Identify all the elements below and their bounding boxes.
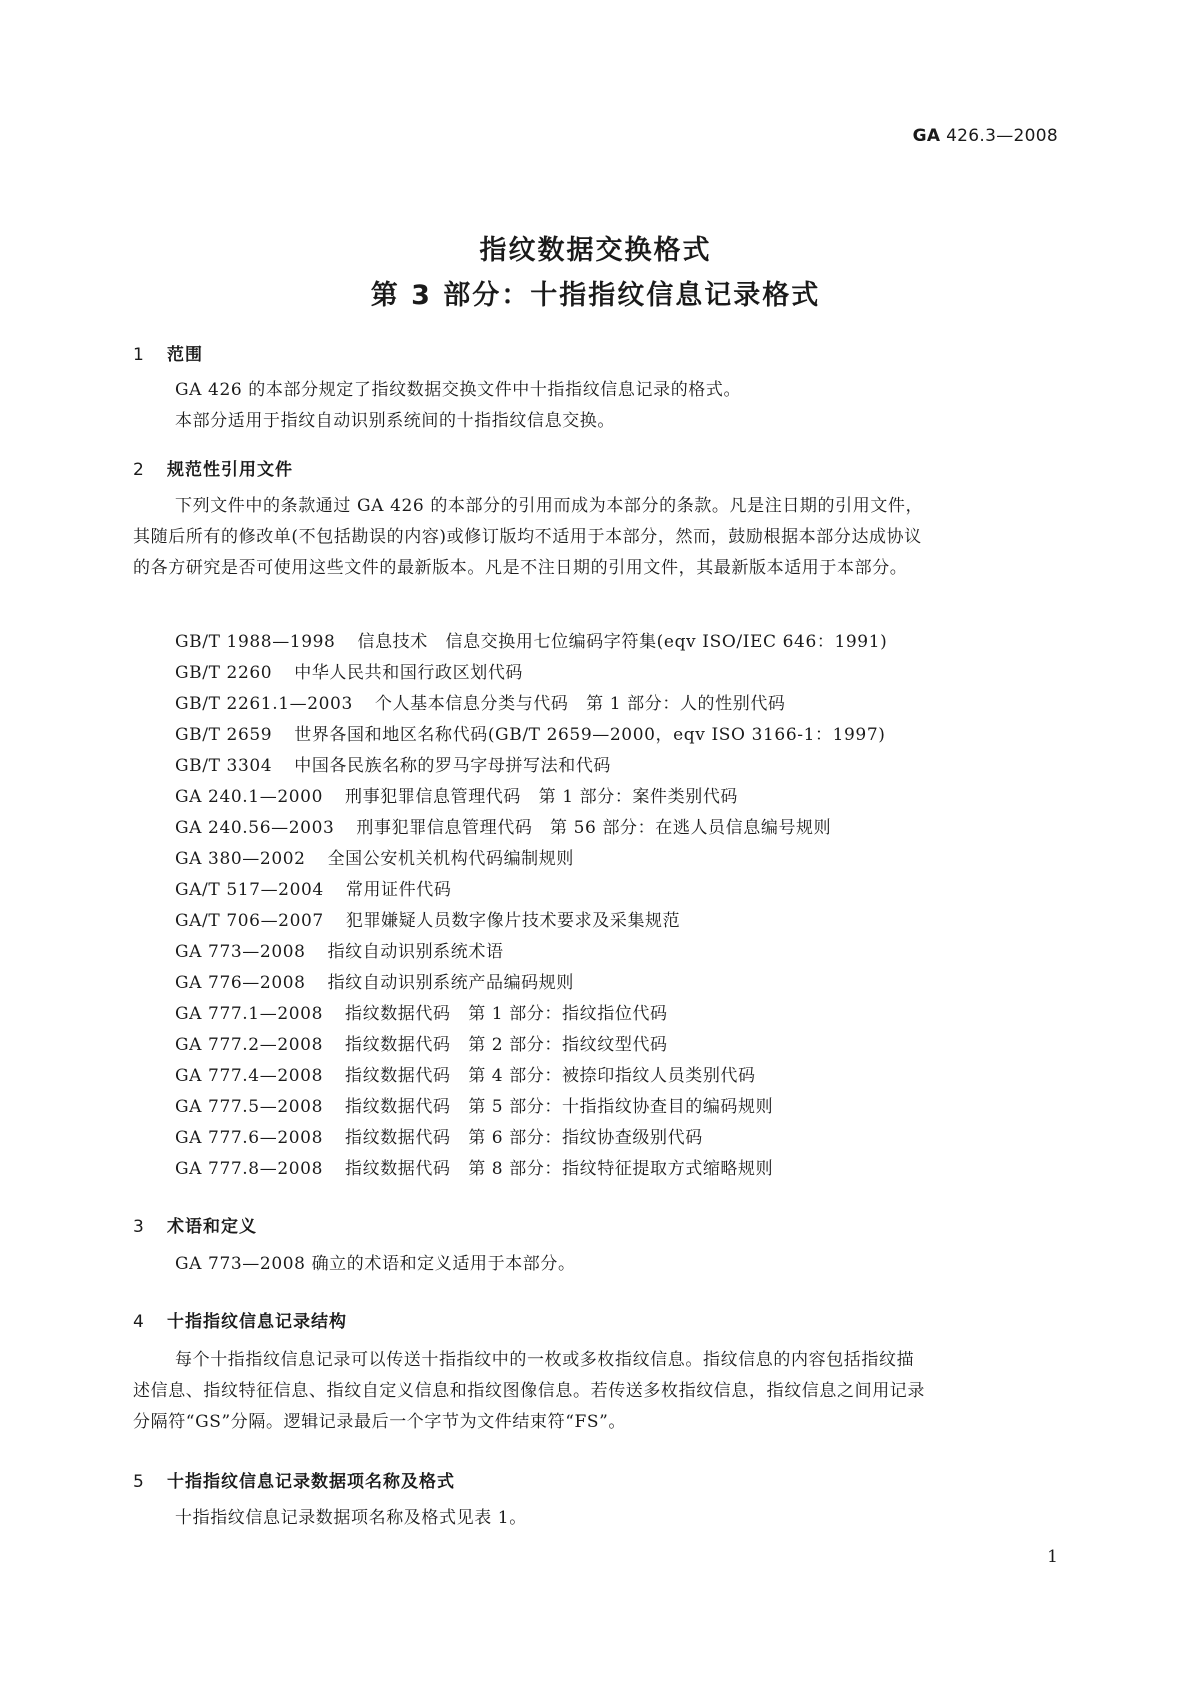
reference-item: [175, 906, 887, 937]
reference-item: [175, 1123, 887, 1154]
section-1-heading: [133, 340, 203, 365]
paragraph-line: GA 426 的本部分规定了指纹数据交换文件中十指指纹信息记录的格式。: [175, 380, 742, 400]
reference-title: 信息技术 信息交换用七位编码字符集(eqv ISO/IEC 646：1991): [357, 632, 888, 652]
reference-item: [175, 813, 887, 844]
reference-code: GB/T 2659: [175, 725, 273, 745]
paragraph-line: 述信息、指纹特征信息、指纹自定义信息和指纹图像信息。若传送多枚指纹信息，指纹信息之间用记录: [133, 1381, 925, 1401]
paragraph-line: 每个十指指纹信息记录可以传送十指指纹中的一枚或多枚指纹信息。指纹信息的内容包括指纹描: [175, 1350, 915, 1370]
reference-title: 刑事犯罪信息管理代码 第 56 部分：在逃人员信息编号规则: [356, 818, 832, 838]
reference-title: 中国各民族名称的罗马字母拼写法和代码: [294, 756, 612, 776]
section-5-body: [133, 1503, 1058, 1534]
section-2-intro: [133, 491, 1058, 584]
reference-item: [175, 627, 887, 658]
reference-code: GA 777.5—2008: [175, 1097, 323, 1117]
section-4-heading: [133, 1307, 347, 1332]
reference-code: GA 777.1—2008: [175, 1004, 323, 1024]
reference-title: 犯罪嫌疑人员数字像片技术要求及采集规范: [345, 911, 681, 931]
reference-item: [175, 658, 887, 689]
reference-code: GA 776—2008: [175, 973, 306, 993]
reference-title: 指纹数据代码 第 8 部分：指纹特征提取方式缩略规则: [345, 1159, 774, 1179]
reference-item: [175, 720, 887, 751]
section-number: 3: [133, 1217, 145, 1237]
reference-item: [175, 1030, 887, 1061]
section-title: 术语和定义: [167, 1217, 257, 1237]
section-1-body: [133, 375, 1058, 437]
reference-title: 中华人民共和国行政区划代码: [294, 663, 524, 683]
reference-item: [175, 689, 887, 720]
section-title: 十指指纹信息记录结构: [167, 1312, 347, 1332]
reference-title: 指纹数据代码 第 1 部分：指纹指位代码: [345, 1004, 668, 1024]
section-title: 十指指纹信息记录数据项名称及格式: [167, 1472, 455, 1492]
reference-title: 指纹数据代码 第 5 部分：十指指纹协查目的编码规则: [345, 1097, 774, 1117]
reference-item: [175, 1061, 887, 1092]
reference-item: [175, 875, 887, 906]
document-subtitle: 第 3 部分：十指指纹信息记录格式: [370, 280, 821, 311]
section-title: 范围: [167, 345, 203, 365]
reference-title: 指纹数据代码 第 6 部分：指纹协查级别代码: [345, 1128, 703, 1148]
reference-code: GA 240.1—2000: [175, 787, 323, 807]
paragraph-line: GA 773—2008 确立的术语和定义适用于本部分。: [175, 1254, 576, 1274]
reference-title: 刑事犯罪信息管理代码 第 1 部分：案件类别代码: [345, 787, 739, 807]
paragraph-line: 的各方研究是否可使用这些文件的最新版本。凡是不注日期的引用文件，其最新版本适用于本部分。: [133, 558, 908, 578]
reference-code: GB/T 3304: [175, 756, 273, 776]
reference-item: [175, 937, 887, 968]
standard-code-number: 426.3—2008: [946, 126, 1058, 146]
reference-code: GA 777.4—2008: [175, 1066, 323, 1086]
reference-item: [175, 1092, 887, 1123]
paragraph-line: 分隔符“GS”分隔。逻辑记录最后一个字节为文件结束符“FS”。: [133, 1412, 627, 1432]
reference-list: [175, 627, 887, 1185]
reference-title: 全国公安机关机构代码编制规则: [327, 849, 574, 869]
reference-code: GA 773—2008: [175, 942, 306, 962]
section-number: 4: [133, 1312, 145, 1332]
paragraph-line: 十指指纹信息记录数据项名称及格式见表 1。: [175, 1508, 527, 1528]
section-5-heading: [133, 1467, 455, 1492]
reference-code: GA/T 706—2007: [175, 911, 324, 931]
section-3-heading: [133, 1212, 257, 1237]
section-3-body: [133, 1249, 1058, 1280]
reference-title: 指纹数据代码 第 4 部分：被捺印指纹人员类别代码: [345, 1066, 756, 1086]
reference-item: [175, 844, 887, 875]
reference-title: 世界各国和地区名称代码(GB/T 2659—2000，eqv ISO 3166-1：1997): [294, 725, 886, 745]
document-title: 指纹数据交换格式: [479, 235, 712, 266]
reference-title: 指纹数据代码 第 2 部分：指纹纹型代码: [345, 1035, 668, 1055]
section-2-heading: [133, 455, 293, 480]
section-title: 规范性引用文件: [167, 460, 293, 480]
reference-code: GA 777.8—2008: [175, 1159, 323, 1179]
reference-title: 常用证件代码: [345, 880, 452, 900]
section-number: 2: [133, 460, 145, 480]
reference-code: GB/T 1988—1998: [175, 632, 336, 652]
reference-code: GB/T 2261.1—2003: [175, 694, 353, 714]
reference-item: [175, 751, 887, 782]
standard-code-prefix: GA: [912, 126, 941, 146]
reference-item: [175, 968, 887, 999]
reference-code: GA 777.6—2008: [175, 1128, 323, 1148]
page-number: 1: [1047, 1547, 1058, 1567]
paragraph-line: 本部分适用于指纹自动识别系统间的十指指纹信息交换。: [175, 411, 615, 431]
standard-code: [913, 126, 1058, 146]
paragraph-line: 其随后所有的修改单(不包括勘误的内容)或修订版均不适用于本部分，然而，鼓励根据本部分达成协议: [133, 527, 922, 547]
reference-item: [175, 1154, 887, 1185]
reference-code: GA 777.2—2008: [175, 1035, 323, 1055]
section-4-body: [133, 1345, 1058, 1438]
paragraph-line: 下列文件中的条款通过 GA 426 的本部分的引用而成为本部分的条款。凡是注日期的引用文件，: [175, 496, 924, 516]
reference-item: [175, 999, 887, 1030]
reference-code: GA 240.56—2003: [175, 818, 335, 838]
reference-title: 指纹自动识别系统产品编码规则: [327, 973, 574, 993]
reference-title: 个人基本信息分类与代码 第 1 部分：人的性别代码: [374, 694, 786, 714]
reference-item: [175, 782, 887, 813]
reference-code: GB/T 2260: [175, 663, 273, 683]
section-number: 1: [133, 345, 145, 365]
reference-code: GA 380—2002: [175, 849, 306, 869]
section-number: 5: [133, 1472, 145, 1492]
reference-code: GA/T 517—2004: [175, 880, 324, 900]
reference-title: 指纹自动识别系统术语: [327, 942, 504, 962]
